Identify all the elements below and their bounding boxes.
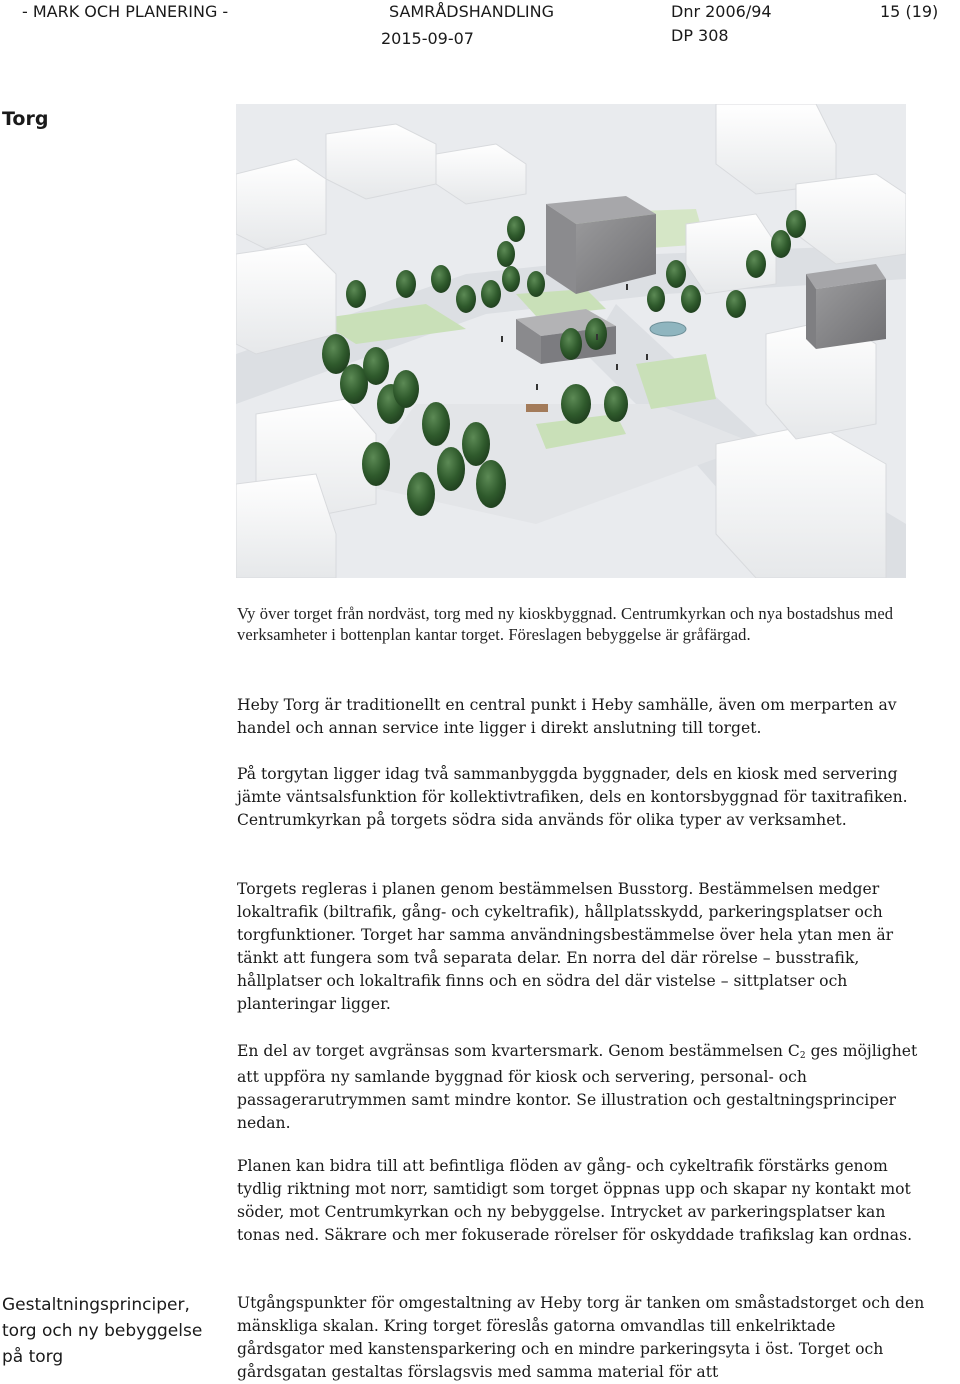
paragraph-4 <box>237 1040 927 1135</box>
section-title: Torg <box>2 108 49 130</box>
paragraph-4-part-1: En del av torget avgränsas som kvartersmark. Genom bestämmelsen C <box>237 1042 800 1060</box>
header-page-number: 15 (19) <box>880 2 939 21</box>
illustration-caption: Vy över torget från nordväst, torg med ny kioskbyggnad. Centrumkyrkan och nya bostadshus med verksamheter i bottenplan kantar torget. Föreslagen bebyggelse är gråfärgad. <box>237 604 894 644</box>
paragraph-1: Heby Torg är traditionellt en central punkt i Heby samhälle, även om merparten av handel och annan service inte ligger i direkt anslutning till torget. <box>237 696 897 737</box>
header-doc-type: SAMRÅDSHANDLING <box>389 2 555 21</box>
paragraph-6: Utgångspunkter för omgestaltning av Heby torg är tanken om småstadstorget och den mänskliga skalan. Kring torget föreslås gatorna omvandlas till enkelriktade gårdsgator med kanstensparkering och en mindre parkeringsyta i öst. Torget och gårdsgatan gestaltas förslagsvis med samma material för att <box>237 1294 925 1381</box>
header-dnr: Dnr 2006/94 <box>671 2 772 21</box>
torg-illustration <box>236 104 906 578</box>
paragraph-3: Torgets regleras i planen genom bestämmelsen Busstorg. Bestämmelsen medger lokaltrafik (biltrafik, gång- och cykeltrafik), hållplatsskydd, parkeringsplatser och torgfunktioner. Torget har samma användningsbestämmelse över hela ytan men är tänkt att fungera som två separata delar. En norra del där rörelse – busstrafik, hållplatser och lokaltrafik finns och en södra del där vistelse – sittplatser och planteringar ligger. <box>237 880 894 1013</box>
side-heading: Gestaltningsprinciper, torg och ny bebyggelse på torg <box>2 1295 203 1367</box>
paragraph-5: Planen kan bidra till att befintliga flöden av gång- och cykeltrafik förstärks genom tydlig riktning mot norr, samtidigt som torget öppnas upp och skapar ny kontakt mot söder, mot Centrumkyrkan och ny bebyggelse. Intrycket av parkeringsplatser kan tonas ned. Säkrare och mer fokuserade rörelser för oskyddade trafikslag kan ordnas. <box>237 1157 913 1244</box>
illustration-image <box>236 104 906 578</box>
header-section: - MARK OCH PLANERING - <box>22 2 229 21</box>
paragraph-2: På torgytan ligger idag två sammanbyggda byggnader, dels en kiosk med servering jämte väntsalsfunktion för kollektivtrafiken, dels en kontorsbyggnad för taxitrafiken. Centrumkyrkan på torgets södra sida används för olika typer av verksamhet. <box>237 765 908 829</box>
header-date: 2015-09-07 <box>381 29 474 48</box>
header-dp: DP 308 <box>671 26 729 45</box>
paragraph-4-part-2: ges möjlighet att uppföra ny samlande byggnad för kiosk och servering, personal- och passagerarutrymmen samt mindre kontor. Se illustration och gestaltningsprinciper nedan. <box>237 1042 918 1132</box>
paragraph-4-subscript: 2 <box>799 1051 806 1061</box>
